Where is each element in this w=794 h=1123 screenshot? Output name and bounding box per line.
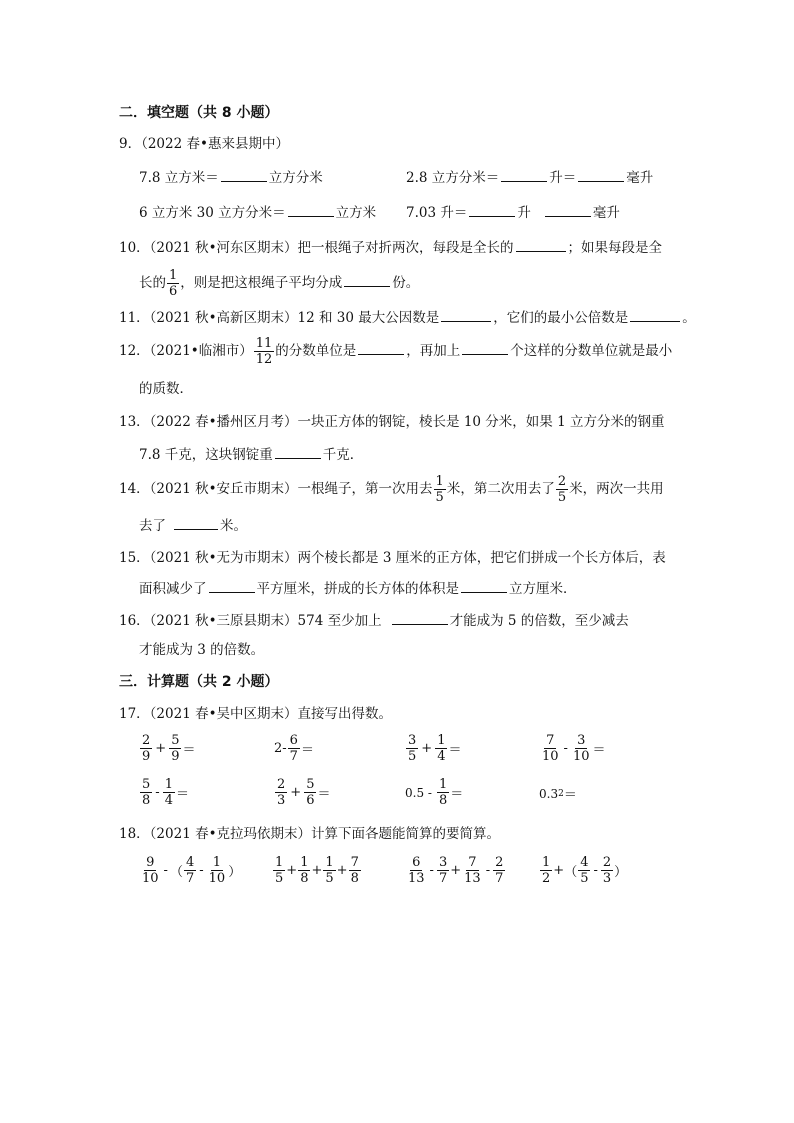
prefix: 2-: [274, 741, 287, 756]
q10-fraction: [167, 268, 179, 299]
q14-l2-post: 米。: [220, 518, 247, 534]
q12-line1: [119, 334, 672, 368]
q18-e2-frac-b: [298, 855, 310, 886]
operator: +: [311, 863, 323, 878]
q9-blank-6: [545, 202, 591, 217]
frac-num: 1: [437, 733, 446, 748]
operator: +: [290, 785, 302, 800]
q9-l1b-mid: 升＝: [549, 170, 577, 186]
q13-l2-pre: 7.8 千克，这块钢锭重: [139, 447, 273, 463]
frac-num: 1: [212, 855, 222, 870]
q18-e4-frac-a: [540, 855, 552, 886]
q17-item-r2c3: [405, 777, 463, 808]
equals-sign: ＝: [563, 788, 577, 803]
q10-l2-mid: ，则是把这根绳子平均分成: [180, 275, 343, 291]
q18-expr-2: [272, 855, 362, 886]
operator: +: [450, 863, 462, 878]
frac-den: 8: [300, 871, 309, 886]
frac-den: 3: [602, 871, 612, 886]
operator: +: [336, 863, 348, 878]
frac-den: 6: [306, 793, 315, 808]
q16-post: 才能成为 5 的倍数，至少减去: [449, 613, 629, 629]
q16-line2: 才能成为 3 的倍数。: [139, 642, 265, 658]
q17-item-r1c2: [274, 733, 314, 764]
q17-r1c1-frac-b: [169, 733, 181, 764]
frac-den: 4: [164, 793, 173, 808]
q9-l2a-post: 立方米: [335, 205, 377, 221]
power-exponent: 2: [558, 788, 564, 799]
q13-line1: 13．（2022 春•播州区月考）一块正方体的钢锭，棱长是 10 分米，如果 1 立方分米的钢重: [119, 414, 665, 430]
frac-num: 2: [495, 855, 504, 870]
equals-sign: ＝: [448, 743, 462, 758]
operator: +: [286, 863, 298, 878]
frac-den: 5: [408, 749, 417, 764]
right-paren: ）: [228, 865, 242, 880]
q14-f2-num: 2: [557, 474, 567, 489]
equals-sign: ＝: [450, 787, 464, 802]
operator: +: [421, 741, 433, 756]
q14-label: 14．（2021 秋•安丘市期末）一根绳子，第一次用去: [119, 481, 433, 497]
q16-line1: [119, 610, 629, 631]
frac-den: 8: [142, 793, 151, 808]
frac-den: 7: [289, 749, 298, 764]
section-3-title: 三．计算题（共 2 小题）: [119, 674, 279, 690]
q12-blank-1: [358, 340, 404, 355]
q10-blank-2: [344, 272, 390, 287]
frac-num: 3: [438, 855, 448, 870]
q11-post: 。: [682, 310, 696, 326]
q17-r1c3-frac-a: [406, 733, 418, 764]
q18-e1-frac-b: [184, 855, 196, 886]
q12-mid2: ，再加上: [406, 343, 461, 359]
equals-sign: ＝: [317, 787, 331, 802]
frac-den: 2: [542, 871, 551, 886]
left-paren: （: [564, 865, 578, 880]
operator: -: [155, 785, 160, 800]
frac-num: 4: [185, 855, 195, 870]
frac-num: 9: [146, 855, 155, 870]
q17-r2c1-frac-a: [140, 777, 152, 808]
equals-sign: ＝: [182, 743, 196, 758]
q15-blank-2: [461, 578, 507, 593]
q13-line2: [139, 444, 363, 465]
power-base: 0.3: [539, 786, 559, 801]
q12-fraction: [254, 336, 275, 367]
frac-den: 7: [185, 871, 195, 886]
q11-blank-1: [441, 307, 491, 322]
frac-num: 2: [277, 777, 286, 792]
q9-blank-5: [469, 202, 515, 217]
q17-label: 17．（2021 春•吴中区期末）直接写出得数。: [119, 706, 393, 722]
q9-blank-4: [288, 202, 334, 217]
frac-num: 7: [468, 855, 477, 870]
q14-f1-den: 5: [435, 490, 444, 505]
q12-post: 个这样的分数单位就是最小: [510, 343, 673, 359]
q9-l1b-post: 毫升: [626, 170, 654, 186]
left-paren: （: [169, 865, 183, 880]
q12-frac-num: 11: [255, 336, 273, 351]
q10-blank-1: [516, 237, 566, 252]
q14-f2-den: 5: [557, 490, 567, 505]
section-2-title: 二．填空题（共 8 小题）: [119, 105, 279, 121]
frac-num: 3: [408, 733, 417, 748]
q18-e3-frac-c: [462, 855, 483, 886]
frac-den: 9: [142, 749, 151, 764]
q9-line1a: [139, 167, 323, 188]
frac-num: 1: [542, 855, 551, 870]
frac-num: 1: [438, 777, 448, 792]
q14-mid1: 米，第二次用去了: [446, 481, 555, 497]
q14-fraction-2: [556, 474, 568, 505]
q18-e1-frac-a: [140, 855, 161, 886]
q14-post: 米，两次一共用: [569, 481, 664, 497]
q17-r1c1-frac-a: [140, 733, 152, 764]
operator: -: [485, 863, 491, 878]
q14-line1: [119, 472, 664, 506]
q11-blank-2: [630, 307, 680, 322]
q18-expr-1: [139, 855, 241, 886]
frac-num: 2: [142, 733, 151, 748]
q9-l2a-pre: 6 立方米 30 立方分米＝: [139, 205, 286, 221]
operator: -: [593, 863, 598, 878]
frac-num: 5: [171, 733, 180, 748]
q9-line2a: [139, 202, 376, 223]
q14-f1-num: 1: [435, 474, 444, 489]
frac-den: 3: [277, 793, 286, 808]
q18-e2-frac-a: [273, 855, 285, 886]
q9-line1b: [406, 167, 653, 188]
q10-l2-post: 份。: [392, 275, 420, 291]
frac-num: 1: [275, 855, 284, 870]
q9-l2b-post: 毫升: [592, 205, 620, 221]
frac-num: 4: [580, 855, 589, 870]
q10-frac-den: 6: [169, 284, 178, 299]
frac-den: 13: [464, 871, 481, 886]
frac-den: 5: [580, 871, 589, 886]
frac-num: 7: [546, 733, 555, 748]
q10-line1: [119, 237, 662, 258]
frac-den: 8: [350, 871, 359, 886]
q10-l2-pre: 长的: [139, 275, 166, 291]
frac-num: 3: [577, 733, 586, 748]
q17-item-r1c3: [405, 733, 461, 764]
frac-den: 10: [208, 871, 226, 886]
frac-den: 5: [325, 871, 334, 886]
q13-blank: [275, 444, 321, 459]
q16-blank: [392, 610, 448, 625]
q9-blank-3: [578, 167, 624, 182]
frac-num: 5: [306, 777, 315, 792]
frac-den: 4: [437, 749, 446, 764]
q18-expr-4: [539, 855, 627, 886]
q9-label: 9．（2022 春•惠来县期中）: [119, 136, 289, 152]
q9-blank-1: [221, 167, 267, 182]
frac-den: 13: [408, 871, 425, 886]
q10-label: 10．（2021 秋•河东区期末）把一根绳子对折两次，每段是全长的: [119, 240, 514, 256]
q17-item-r1c1: [139, 733, 195, 764]
operator: +: [553, 863, 565, 878]
q17-r1c2-frac-b: [288, 733, 300, 764]
q17-r2c2-frac-b: [304, 777, 316, 808]
q17-r2c2-frac-a: [275, 777, 287, 808]
q9-l2b-mid: 升: [517, 205, 531, 221]
frac-num: 2: [602, 855, 612, 870]
frac-num: 1: [164, 777, 173, 792]
q13-l2-post: 千克．: [322, 447, 364, 463]
right-paren: ）: [614, 865, 628, 880]
q15-l2-pre: 面积减少了: [139, 581, 207, 597]
q18-e4-frac-c: [601, 855, 613, 886]
q17-r1c3-frac-b: [435, 733, 447, 764]
q9-l1a-pre: 7.8 立方米＝: [139, 170, 219, 186]
q14-l2-pre: 去了: [139, 518, 166, 534]
frac-num: 7: [350, 855, 359, 870]
q12-blank-2: [462, 340, 508, 355]
frac-den: 7: [438, 871, 448, 886]
frac-num: 6: [412, 855, 421, 870]
q15-l2-mid: 平方厘米，拼成的长方体的体积是: [256, 581, 459, 597]
q9-blank-2: [501, 167, 547, 182]
q15-blank-1: [209, 578, 255, 593]
frac-den: 10: [542, 749, 559, 764]
frac-den: 5: [275, 871, 284, 886]
q14-fraction-1: [434, 474, 446, 505]
q18-e2-frac-d: [349, 855, 361, 886]
q15-line2: [139, 578, 577, 599]
q18-label: 18．（2021 春•克拉玛依期末）计算下面各题能简算的要简算。: [119, 826, 501, 842]
frac-num: 1: [300, 855, 309, 870]
q9-l2b-pre: 7.03 升＝: [406, 205, 468, 221]
q11-label: 11．（2021 秋•高新区期末）12 和 30 最大公因数是: [119, 310, 440, 326]
equals-sign: ＝: [300, 743, 314, 758]
q12-label: 12．（2021•临湘市）: [119, 343, 253, 359]
q18-e3-frac-d: [493, 855, 505, 886]
q15-l2-post: 立方厘米．: [509, 581, 577, 597]
frac-den: 7: [495, 871, 504, 886]
q16-label: 16．（2021 秋•三原县期末）574 至少加上: [119, 613, 382, 629]
q11-mid: ，它们的最小公倍数是: [493, 310, 629, 326]
equals-sign: ＝: [175, 787, 189, 802]
frac-den: 9: [171, 749, 180, 764]
frac-num: 5: [142, 777, 151, 792]
q10-frac-num: 1: [169, 268, 178, 283]
q9-l1b-pre: 2.8 立方分米＝: [406, 170, 500, 186]
q18-e3-frac-a: [406, 855, 427, 886]
q17-item-r2c4: [539, 784, 577, 803]
q18-e1-frac-c: [207, 855, 228, 886]
equals-sign: ＝: [592, 743, 606, 758]
q10-line2: [139, 266, 419, 300]
frac-num: 6: [289, 733, 298, 748]
frac-num: 1: [325, 855, 334, 870]
operator: -: [163, 863, 168, 878]
q17-r1c4-frac-b: [571, 733, 592, 764]
q9-line2b: [406, 202, 620, 223]
q17-item-r2c2: [274, 777, 330, 808]
q15-line1: 15．（2021 秋•无为市期末）两个棱长都是 3 厘米的正方体，把它们拼成一个长方体后，表: [119, 550, 666, 566]
operator: +: [155, 741, 167, 756]
q18-e2-frac-c: [323, 855, 335, 886]
operator: -: [199, 863, 204, 878]
q10-after-blank: ；如果每段是全: [567, 240, 663, 256]
q14-line2: [139, 515, 247, 536]
operator: -: [429, 863, 434, 878]
frac-den: 10: [572, 749, 590, 764]
prefix: 0.5 -: [405, 785, 432, 800]
q17-item-r2c1: [139, 777, 189, 808]
frac-den: 8: [438, 793, 448, 808]
q14-blank: [174, 515, 218, 530]
q12-mid1: 的分数单位是: [275, 343, 357, 359]
operator: -: [563, 741, 568, 756]
q12-frac-den: 12: [255, 352, 273, 367]
q18-e4-frac-b: [578, 855, 590, 886]
q17-item-r1c4: [539, 733, 606, 764]
q17-r2c3-frac-b: [437, 777, 449, 808]
q18-e3-frac-b: [437, 855, 449, 886]
q17-r2c1-frac-b: [163, 777, 175, 808]
q11-line: [119, 307, 696, 328]
q17-r1c4-frac-a: [540, 733, 561, 764]
frac-den: 10: [142, 871, 159, 886]
q9-l1a-post: 立方分米: [268, 170, 323, 186]
q12-line2: 的质数．: [139, 381, 193, 397]
q18-expr-3: [405, 855, 506, 886]
